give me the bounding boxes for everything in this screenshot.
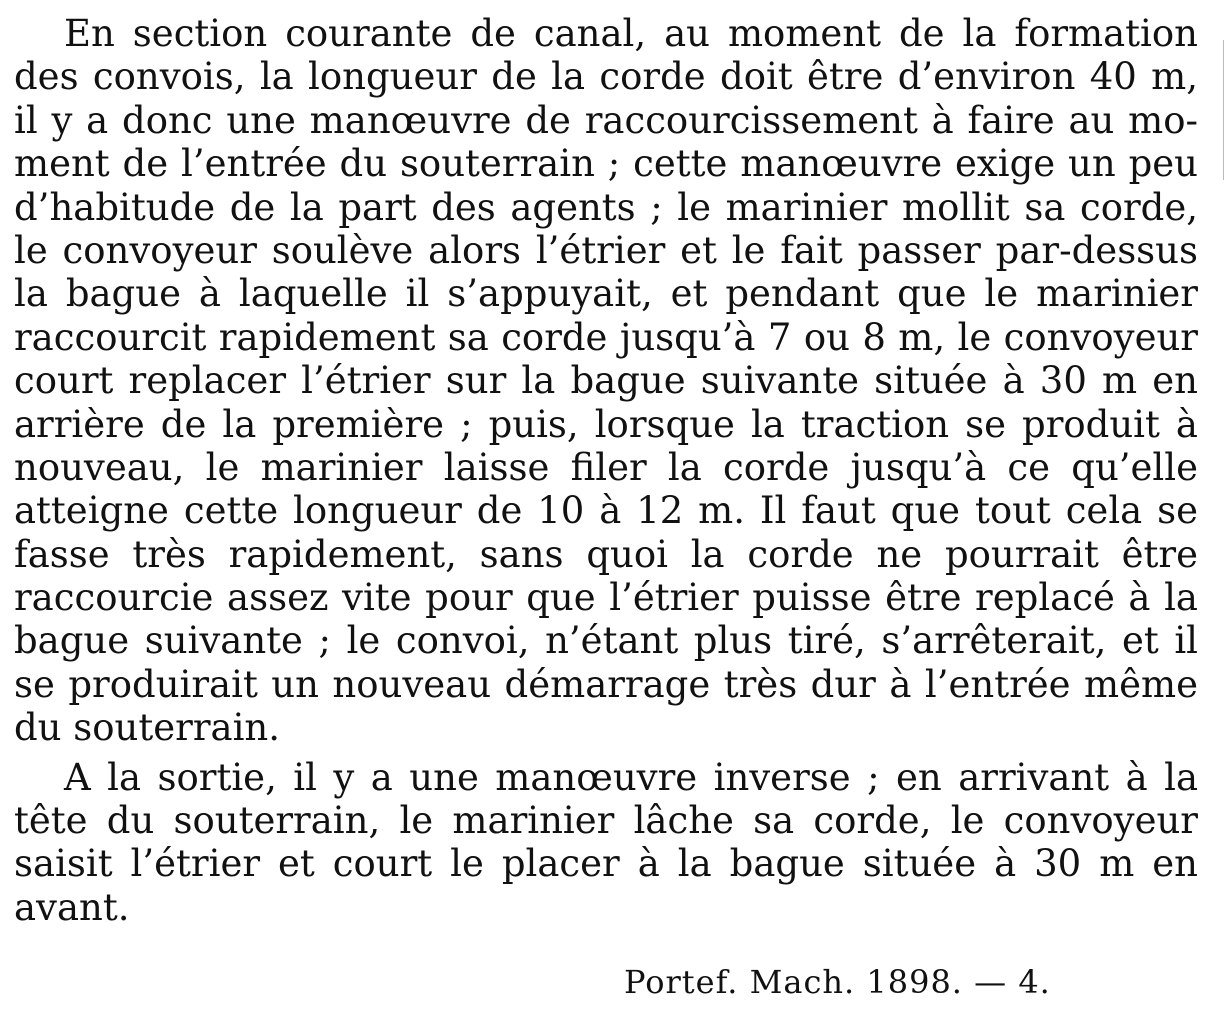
text-line: A la sortie, il y a une manœuvre inverse ; en arrivant à la: [64, 755, 1198, 799]
text-line: arrière de la première ; puis, lorsque la traction se produit à: [14, 402, 1198, 446]
paragraph: [14, 756, 1198, 930]
text-line: bague suivante ; le convoi, n’étant plus tiré, s’arrêterait, et il: [14, 619, 1198, 663]
text-line: nouveau, le marinier laisse filer la corde jusqu’à ce qu’elle: [14, 445, 1198, 489]
text-line: En section courante de canal, au moment de la formation: [64, 12, 1198, 55]
text-line: raccourcit rapidement sa corde jusqu’à 7 ou 8 m, le convoyeur: [14, 315, 1198, 359]
text-line: atteigne cette longueur de 10 à 12 m. Il faut que tout cela se: [14, 489, 1198, 533]
text-line: saisit l’étrier et court le placer à la bague située à 30 m en: [14, 842, 1198, 886]
text-line: court replacer l’étrier sur la bague suivante située à 30 m en: [14, 359, 1198, 403]
body-text: [14, 12, 1198, 929]
text-line: la bague à laquelle il s’appuyait, et pendant que le marinier: [14, 272, 1198, 316]
text-line: fasse très rapidement, sans quoi la corde ne pourrait être: [14, 532, 1198, 576]
paragraph: [14, 12, 1198, 750]
text-line: raccourcie assez vite pour que l’étrier puisse être replacé à la: [14, 576, 1198, 620]
text-line: il y a donc une manœuvre de raccourcissement à faire au mo-: [14, 98, 1198, 142]
text-line: se produirait un nouveau démarrage très dur à l’entrée même: [14, 662, 1198, 706]
page-footer: Portef. Mach. 1898. — 4.: [624, 963, 1051, 1001]
text-line: des convois, la longueur de la corde doit être d’environ 40 m,: [14, 55, 1198, 99]
text-line: d’habitude de la part des agents ; le marinier mollit sa corde,: [14, 185, 1198, 229]
text-line: du souterrain.: [14, 706, 280, 750]
text-line: ment de l’entrée du souterrain ; cette manœuvre exige un peu: [14, 142, 1198, 186]
text-line: tête du souterrain, le marinier lâche sa corde, le convoyeur: [14, 799, 1198, 843]
text-line: le convoyeur soulève alors l’étrier et le fait passer par-dessus: [14, 228, 1198, 272]
scan-edge-mark: [1220, 40, 1224, 180]
text-line: avant.: [14, 885, 130, 929]
